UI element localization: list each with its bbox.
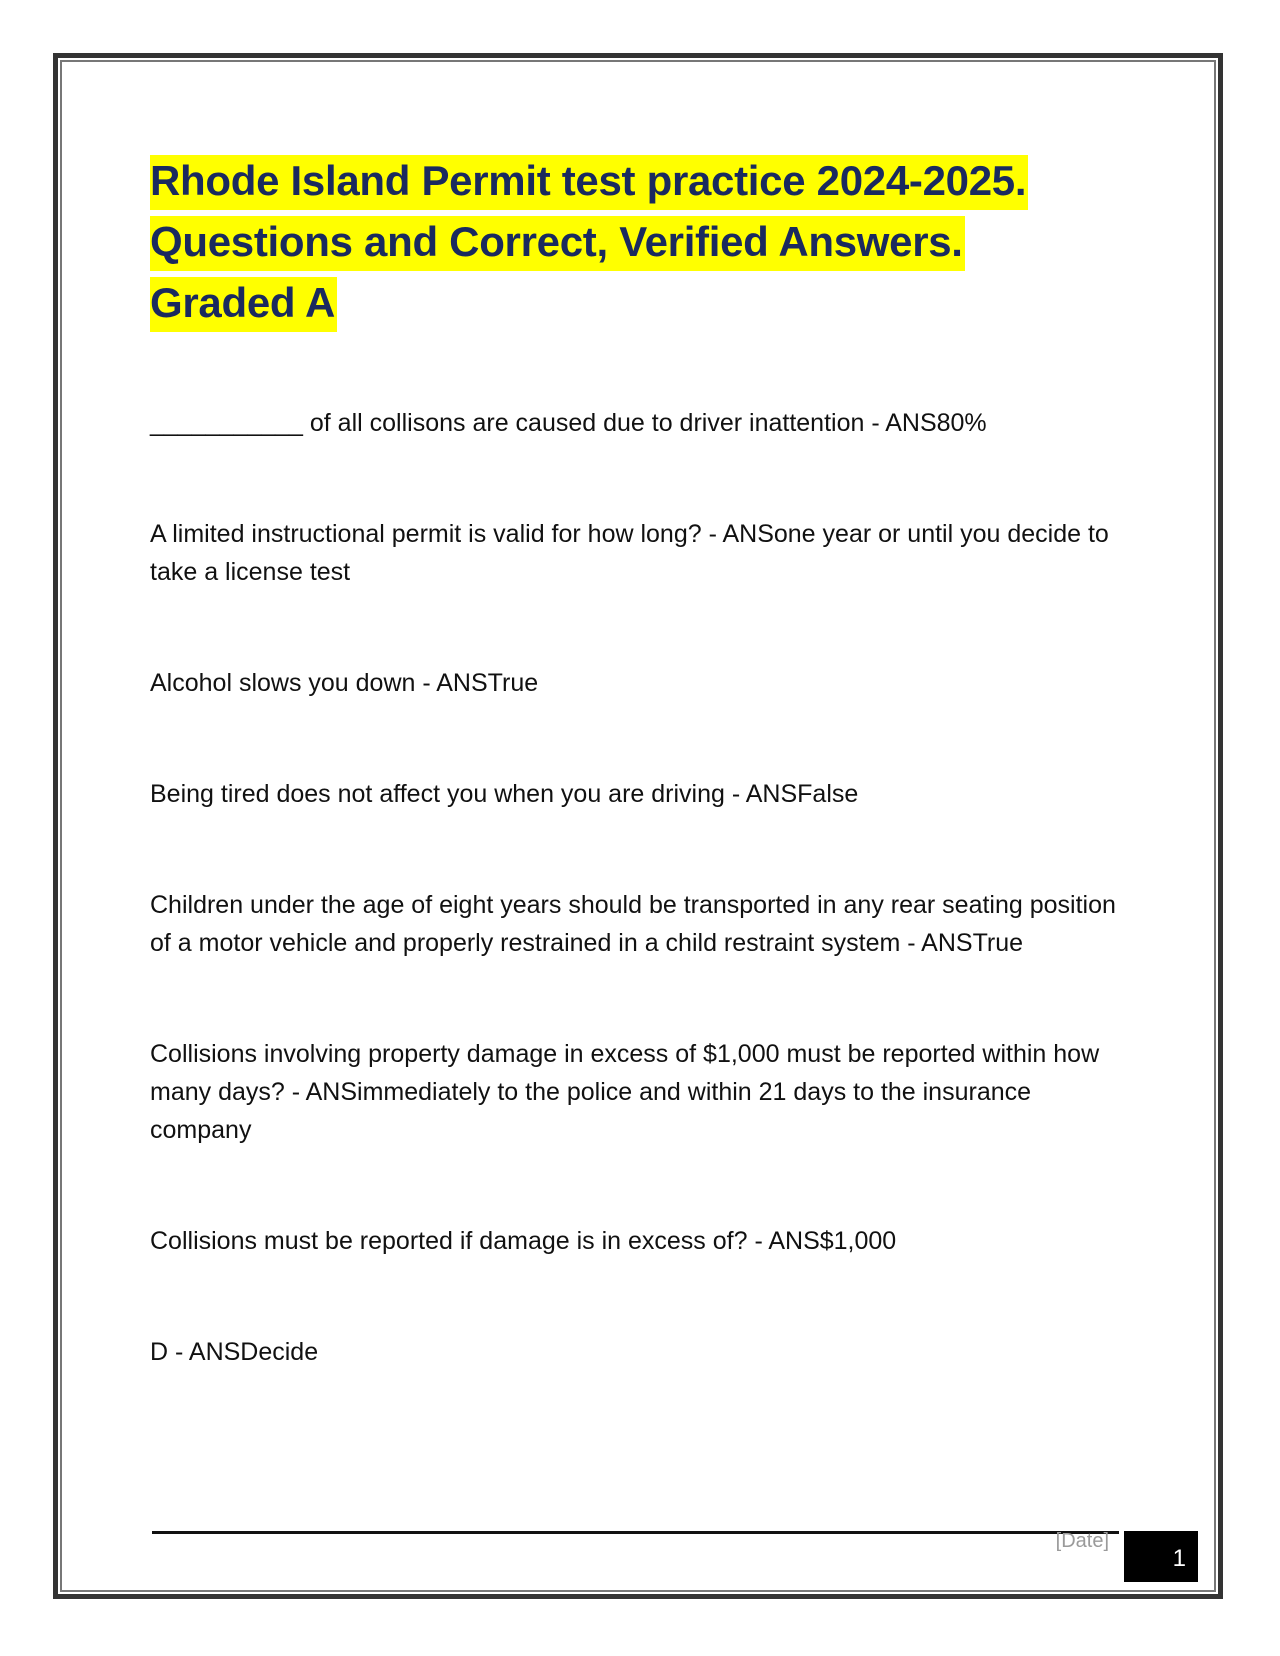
qa-item: ___________ of all collisons are caused due to driver inattention - ANS80% <box>150 409 987 437</box>
footer-date: [Date] <box>1055 1530 1109 1552</box>
qa-item: Alcohol slows you down - ANSTrue <box>150 669 539 697</box>
qa-item: D - ANSDecide <box>150 1338 319 1366</box>
qa-item: A limited instructional permit is valid for how long? - ANSone year or until you decide to take a license test <box>150 520 1109 586</box>
qa-list <box>150 404 1120 1444</box>
page-number-box <box>1124 1531 1198 1582</box>
title-line: Rhode Island Permit test practice 2024-2025. <box>150 155 1028 210</box>
page-number: 1 <box>1172 1545 1186 1572</box>
title-line: Graded A <box>150 277 337 332</box>
qa-item: Collisions must be reported if damage is in excess of? - ANS$1,000 <box>150 1227 897 1255</box>
qa-item: Children under the age of eight years should be transported in any rear seating position of a motor vehicle and properly restrained in a child restraint system - ANSTrue <box>150 891 1116 957</box>
document-title <box>150 150 1110 333</box>
qa-item: Collisions involving property damage in excess of $1,000 must be reported within how many days? - ANSimmediately to the police and within 21 days to the insurance company <box>150 1040 1100 1144</box>
qa-item: Being tired does not affect you when you are driving - ANSFalse <box>150 780 859 808</box>
footer-rule <box>152 1531 1119 1534</box>
title-line: Questions and Correct, Verified Answers. <box>150 216 965 271</box>
